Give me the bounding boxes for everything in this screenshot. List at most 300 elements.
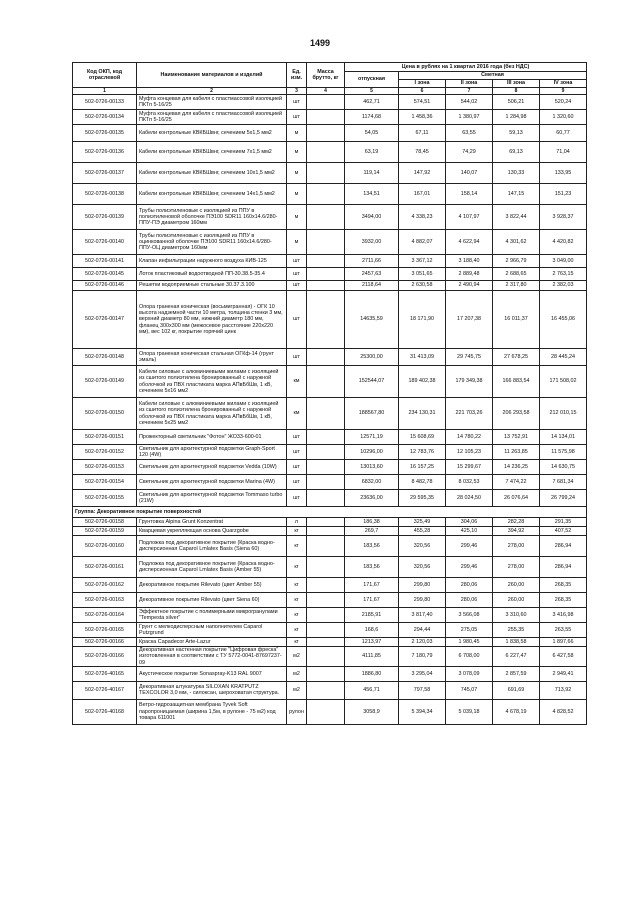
row-code: 502-0726-00154 [73,475,137,490]
table-row [73,578,587,593]
row-mass [307,268,345,281]
row-code: 502-0726-40167 [73,681,137,699]
row-code: 502-0726-00151 [73,430,137,445]
row-mass [307,110,345,125]
header-release-price: отпускная [345,72,399,88]
column-index: 2 [137,88,287,95]
table-row [73,230,587,255]
row-code: 502-0726-40165 [73,666,137,681]
row-zone-4-price: 286,94 [540,557,587,578]
row-unit: шт [287,460,307,475]
row-unit: кг [287,527,307,536]
row-zone-1-price: 5 394,34 [399,699,446,724]
row-zone-3-price: 2 966,79 [493,255,540,268]
row-zone-3-price: 69,13 [493,142,540,163]
row-zone-3-price: 278,00 [493,557,540,578]
row-zone-3-price: 130,33 [493,163,540,184]
row-zone-1-price: 67,11 [399,125,446,142]
row-zone-1-price: 797,58 [399,681,446,699]
row-zone-4-price: 3 928,37 [540,205,587,230]
row-zone-2-price: 275,05 [446,623,493,638]
row-name: Декоративное покрытие Rilevato (цвет Siena 60) [137,593,287,608]
row-code: 502-0726-00158 [73,518,137,527]
row-zone-4-price: 14 630,75 [540,460,587,475]
row-zone-1-price: 16 157,25 [399,460,446,475]
row-zone-1-price: 294,44 [399,623,446,638]
row-mass [307,366,345,398]
row-zone-1-price: 234 130,31 [399,398,446,430]
row-release-price: 4111,85 [345,647,399,667]
row-zone-1-price: 299,80 [399,593,446,608]
row-name: Декоративное покрытие Rilevato (цвет Amber 55) [137,578,287,593]
row-release-price: 152544,07 [345,366,399,398]
table-row [73,557,587,578]
row-name: Опора граненая коническая стальная ОГКф-14 (грунт эмаль) [137,349,287,366]
row-zone-1-price: 189 402,38 [399,366,446,398]
row-code: 502-0726-00162 [73,578,137,593]
row-zone-2-price: 425,10 [446,527,493,536]
row-release-price: 456,71 [345,681,399,699]
row-code: 502-0726-00138 [73,184,137,205]
row-release-price: 183,56 [345,536,399,557]
table-row [73,593,587,608]
row-unit: кг [287,638,307,647]
row-mass [307,184,345,205]
row-zone-4-price: 212 010,15 [540,398,587,430]
row-name: Кабели контрольные КВКБШвнг, сечением 10х1,5 мм2 [137,163,287,184]
row-zone-3-price: 506,21 [493,95,540,110]
row-mass [307,623,345,638]
row-zone-2-price: 6 708,00 [446,647,493,667]
row-zone-4-price: 291,35 [540,518,587,527]
row-name: Кабели контрольные КВКБШвнг, сечением 5х1,5 мм2 [137,125,287,142]
row-code: 502-0726-00140 [73,230,137,255]
row-zone-4-price: 28 445,24 [540,349,587,366]
row-mass [307,142,345,163]
row-zone-4-price: 6 427,58 [540,647,587,667]
row-release-price: 14635,59 [345,291,399,349]
row-zone-4-price: 7 681,34 [540,475,587,490]
row-zone-4-price: 520,24 [540,95,587,110]
row-zone-4-price: 151,23 [540,184,587,205]
row-code: 502-0726-00135 [73,125,137,142]
row-release-price: 186,38 [345,518,399,527]
row-code: 502-0726-00152 [73,445,137,460]
column-index: 9 [540,88,587,95]
row-code: 502-0726-00165 [73,623,137,638]
row-code: 502-0726-00150 [73,398,137,430]
row-name: Подложка под декоративное покрытие (Краска водно-дисперсионная Caparol Lmlatex Basis (Amber 55) [137,557,287,578]
row-zone-4-price: 11 575,98 [540,445,587,460]
row-code: 502-0726-00149 [73,366,137,398]
row-code: 502-0726-40168 [73,699,137,724]
row-unit: рулон [287,699,307,724]
row-name: Опора граненая коническая (восьмигранная) - ОГК 10 высота надземной части 10 метра, толщина стенки 3 мм, верхний диаметр 80 мм, нижний диаметр 180 мм, фланец 300х300 мм (межосевое расстояние 220х220 мм), вес 102 кг, покрытие горячий цинк [137,291,287,349]
row-unit: шт [287,430,307,445]
row-zone-2-price: 544,02 [446,95,493,110]
row-unit: шт [287,110,307,125]
table-row [73,163,587,184]
row-name: Светильник для архитектурной подсветки Marina (4W) [137,475,287,490]
row-zone-1-price: 15 608,69 [399,430,446,445]
row-release-price: 183,56 [345,557,399,578]
row-zone-2-price: 304,06 [446,518,493,527]
row-zone-4-price: 71,04 [540,142,587,163]
row-zone-2-price: 179 349,38 [446,366,493,398]
row-code: 502-0726-00166 [73,638,137,647]
row-mass [307,608,345,623]
column-index-row [73,88,587,95]
row-zone-2-price: 299,46 [446,536,493,557]
row-release-price: 12571,19 [345,430,399,445]
row-mass [307,527,345,536]
row-zone-2-price: 4 622,94 [446,230,493,255]
row-zone-1-price: 1 458,36 [399,110,446,125]
row-zone-2-price: 17 207,38 [446,291,493,349]
table-row [73,430,587,445]
column-index: 6 [399,88,446,95]
row-unit: шт [287,445,307,460]
row-zone-3-price: 14 236,25 [493,460,540,475]
row-zone-2-price: 221 703,26 [446,398,493,430]
row-mass [307,490,345,507]
row-zone-3-price: 2 688,65 [493,268,540,281]
row-name: Декоративная настенная покрытие "Цифровая фреска" изготовленная в соответствии с ТУ 5772-0041-87697237-09 [137,647,287,667]
table-row [73,268,587,281]
row-name: Клапан инфильтрации наружного воздуха КИВ-125 [137,255,287,268]
row-zone-4-price: 1 320,60 [540,110,587,125]
row-zone-2-price: 63,55 [446,125,493,142]
table-row [73,95,587,110]
row-zone-3-price: 7 474,22 [493,475,540,490]
row-zone-4-price: 263,55 [540,623,587,638]
column-index: 1 [73,88,137,95]
row-name: Муфта концевая для кабеля с пластмассовой изоляцией ПКТп 5-16/25 [137,95,287,110]
row-release-price: 2457,63 [345,268,399,281]
row-mass [307,445,345,460]
row-code: 502-0726-00146 [73,281,137,291]
row-code: 502-0726-00155 [73,490,137,507]
row-unit: шт [287,475,307,490]
row-release-price: 10296,00 [345,445,399,460]
row-mass [307,460,345,475]
row-release-price: 63,19 [345,142,399,163]
row-name: Кабели контрольные КВКБШвнг, сечением 7х1,5 мм2 [137,142,287,163]
row-unit: л [287,518,307,527]
row-release-price: 6832,00 [345,475,399,490]
row-unit: км [287,398,307,430]
row-zone-4-price: 2 949,41 [540,666,587,681]
row-zone-2-price: 3 566,08 [446,608,493,623]
row-code: 502-0726-00139 [73,205,137,230]
table-row [73,638,587,647]
row-zone-1-price: 455,28 [399,527,446,536]
row-mass [307,475,345,490]
column-index: 5 [345,88,399,95]
row-release-price: 3058,9 [345,699,399,724]
row-zone-3-price: 2 857,59 [493,666,540,681]
row-zone-3-price: 282,28 [493,518,540,527]
row-zone-3-price: 1 284,98 [493,110,540,125]
table-body [73,95,587,725]
row-release-price: 3494,00 [345,205,399,230]
row-zone-2-price: 14 780,22 [446,430,493,445]
row-zone-4-price: 14 134,01 [540,430,587,445]
row-zone-3-price: 166 883,54 [493,366,540,398]
row-release-price: 134,51 [345,184,399,205]
table-row [73,460,587,475]
table-row [73,110,587,125]
row-mass [307,163,345,184]
row-zone-1-price: 2 630,58 [399,281,446,291]
row-release-price: 171,67 [345,578,399,593]
row-unit: кг [287,623,307,638]
header-estimate-price: Сметная [399,72,587,80]
row-name: Эффектное покрытие с полимерными микрогранулами "Tempesta silver" [137,608,287,623]
row-zone-4-price: 268,35 [540,578,587,593]
row-zone-1-price: 299,80 [399,578,446,593]
row-code: 502-0726-00145 [73,268,137,281]
row-code: 502-0726-00141 [73,255,137,268]
row-unit: шт [287,268,307,281]
row-zone-1-price: 8 482,78 [399,475,446,490]
row-zone-3-price: 691,69 [493,681,540,699]
row-zone-3-price: 3 310,60 [493,608,540,623]
row-mass [307,398,345,430]
row-zone-2-price: 745,07 [446,681,493,699]
table-row [73,142,587,163]
row-mass [307,518,345,527]
row-zone-2-price: 2 889,48 [446,268,493,281]
row-zone-4-price: 4 828,52 [540,699,587,724]
row-unit: м [287,142,307,163]
row-code: 502-0726-00148 [73,349,137,366]
row-zone-1-price: 3 295,04 [399,666,446,681]
row-zone-2-price: 12 105,23 [446,445,493,460]
row-name: Лоток пластиковый водоотводной ПП-30.38.5-35.4 [137,268,287,281]
row-zone-1-price: 3 817,40 [399,608,446,623]
row-zone-4-price: 26 799,24 [540,490,587,507]
row-unit: кг [287,578,307,593]
column-index: 8 [493,88,540,95]
row-unit: шт [287,349,307,366]
row-name: Ветро-гидрозащитная мембрана Tyvek Soft паропроницаемая (ширина 1,5м, в рулоне - 75 м2) код товара 611001 [137,699,287,724]
row-name: Акустическое покрытие Sonaspray-K13 RAL 9007 [137,666,287,681]
row-name: Светильник для архитектурной подсветки Tommaso turbo (21W) [137,490,287,507]
header-zone-2: II зона [446,80,493,88]
row-zone-3-price: 278,00 [493,536,540,557]
row-zone-2-price: 15 299,67 [446,460,493,475]
table-row [73,699,587,724]
row-name: Трубы полиэтиленовые с изоляцией из ППУ в оцинкованной оболочке ПЭ100 SDR11 160х14.6/280-ППУ-ОЦ диаметром 160мм [137,230,287,255]
row-zone-2-price: 8 032,53 [446,475,493,490]
row-unit: кг [287,593,307,608]
row-release-price: 2118,64 [345,281,399,291]
table-row [73,125,587,142]
row-mass [307,699,345,724]
row-zone-4-price: 3 416,98 [540,608,587,623]
row-name: Кабели контрольные КВКБШвнг, сечением 14х1,5 мм2 [137,184,287,205]
row-unit: м [287,125,307,142]
row-mass [307,578,345,593]
row-zone-2-price: 1 980,45 [446,638,493,647]
row-zone-4-price: 60,77 [540,125,587,142]
header-name: Наименование материалов и изделий [137,63,287,88]
row-name: Светильник для архитектурной подсветки Graph-Sport 120 (4W) [137,445,287,460]
row-release-price: 1886,80 [345,666,399,681]
row-zone-3-price: 16 011,37 [493,291,540,349]
row-name: Кабели силовые с алюминиевыми жилами с изоляцией из сшитого полиэтилена бронированный с наружной оболочкой из ПВХ пластиката марка АПвБбШв, 1 кВ, сечением 5х25 мм2 [137,398,287,430]
row-unit: шт [287,281,307,291]
row-zone-4-price: 16 455,06 [540,291,587,349]
row-mass [307,647,345,667]
row-mass [307,681,345,699]
table-row [73,255,587,268]
row-code: 502-0726-00159 [73,527,137,536]
row-zone-4-price: 713,92 [540,681,587,699]
row-zone-3-price: 260,00 [493,593,540,608]
row-zone-1-price: 320,56 [399,557,446,578]
row-zone-4-price: 3 049,00 [540,255,587,268]
row-code: 502-0726-00160 [73,536,137,557]
row-zone-4-price: 171 508,02 [540,366,587,398]
header-mass: Масса брутто, кг [307,63,345,88]
row-zone-4-price: 268,35 [540,593,587,608]
row-zone-4-price: 407,52 [540,527,587,536]
row-mass [307,205,345,230]
row-zone-2-price: 74,29 [446,142,493,163]
table-row [73,291,587,349]
row-zone-4-price: 286,94 [540,536,587,557]
table-row [73,681,587,699]
table-row [73,475,587,490]
header-zone-4: IV зона [540,80,587,88]
row-name: Краска Capadecor Arte-Lazur [137,638,287,647]
row-release-price: 54,05 [345,125,399,142]
row-zone-3-price: 2 317,80 [493,281,540,291]
row-name: Кабели силовые с алюминиевыми жилами с изоляцией из сшитого полиэтилена бронированный с наружной оболочкой из ПВХ пластиката марка АПвБбШв, 1 кВ, сечением 5х16 мм2 [137,366,287,398]
row-mass [307,255,345,268]
row-release-price: 23636,00 [345,490,399,507]
row-unit: шт [287,95,307,110]
row-zone-2-price: 4 107,97 [446,205,493,230]
row-zone-4-price: 2 382,03 [540,281,587,291]
row-name: Муфта концевая для кабеля с пластмассовой изоляцией ПКТп 5-16/25 [137,110,287,125]
row-zone-3-price: 1 838,58 [493,638,540,647]
table-row [73,281,587,291]
row-unit: м2 [287,666,307,681]
row-code: 502-0726-00134 [73,110,137,125]
header-zone-1: I зона [399,80,446,88]
header-unit: Ед. изм. [287,63,307,88]
row-zone-1-price: 78,45 [399,142,446,163]
row-unit: м2 [287,681,307,699]
table-row [73,536,587,557]
row-release-price: 25300,00 [345,349,399,366]
row-code: 502-0726-00136 [73,142,137,163]
price-table [72,62,587,725]
row-name: Декоративная штукатурка SILOXAN KRATPUTZ TEXCOLOR 3,0 мм, - силоксан, шероховатая структура. [137,681,287,699]
row-zone-2-price: 3 078,09 [446,666,493,681]
row-name: Решетки водоприемные стальные 30.37.3.100 [137,281,287,291]
row-zone-2-price: 140,07 [446,163,493,184]
row-zone-3-price: 4 301,62 [493,230,540,255]
row-unit: м [287,230,307,255]
row-zone-3-price: 147,15 [493,184,540,205]
table-row [73,398,587,430]
header-zone-3: III зона [493,80,540,88]
row-zone-2-price: 1 380,97 [446,110,493,125]
row-code: 502-0726-00163 [73,593,137,608]
row-mass [307,230,345,255]
row-release-price: 168,6 [345,623,399,638]
row-release-price: 3932,00 [345,230,399,255]
row-zone-1-price: 574,51 [399,95,446,110]
row-zone-3-price: 13 752,91 [493,430,540,445]
row-mass [307,349,345,366]
table-row [73,518,587,527]
row-zone-1-price: 12 783,76 [399,445,446,460]
row-mass [307,536,345,557]
row-zone-4-price: 4 420,82 [540,230,587,255]
row-zone-3-price: 255,35 [493,623,540,638]
row-mass [307,430,345,445]
row-zone-4-price: 1 897,66 [540,638,587,647]
row-zone-1-price: 147,92 [399,163,446,184]
row-code: 502-0726-00164 [73,608,137,623]
row-unit: кг [287,608,307,623]
row-mass [307,666,345,681]
row-mass [307,593,345,608]
row-name: Прожекторный светильник "Фотон" ЖО33-600-01 [137,430,287,445]
header-price-group: Цена в рублях на 1 квартал 2016 года (без НДС) [345,63,587,72]
table-row [73,184,587,205]
row-zone-1-price: 18 171,90 [399,291,446,349]
row-zone-1-price: 29 595,35 [399,490,446,507]
column-index: 3 [287,88,307,95]
table-row [73,366,587,398]
row-name: Светильник для архитектурной подсветки Vedda (10W) [137,460,287,475]
row-unit: км [287,366,307,398]
group-title: Группа: Декоративное покрытие поверхностей [73,507,587,518]
row-zone-4-price: 2 763,15 [540,268,587,281]
row-name: Трубы полиэтиленовые с изоляцией из ППУ в полиэтиленовой оболочке ПЭ100 SDR11 160х14.6/280-ППУ-ПЭ диаметром 160мм [137,205,287,230]
row-zone-2-price: 280,06 [446,593,493,608]
row-zone-2-price: 28 024,50 [446,490,493,507]
page-number: 1499 [309,38,331,48]
row-zone-2-price: 2 490,94 [446,281,493,291]
header-code: Код ОКП, код отраслевой [73,63,137,88]
row-zone-1-price: 325,49 [399,518,446,527]
group-row [73,507,587,518]
row-release-price: 119,14 [345,163,399,184]
table-row [73,647,587,667]
table-row [73,205,587,230]
row-unit: шт [287,291,307,349]
row-release-price: 1213,97 [345,638,399,647]
row-unit: шт [287,255,307,268]
row-mass [307,95,345,110]
table-row [73,666,587,681]
row-name: Грунт с мелкодисперсным наполнителем Caparol Putzgrund [137,623,287,638]
table-row [73,623,587,638]
row-release-price: 2185,91 [345,608,399,623]
row-zone-3-price: 27 678,25 [493,349,540,366]
row-name: Грунтовка Alpina Grunt Konzentrat [137,518,287,527]
row-mass [307,281,345,291]
row-zone-3-price: 206 293,58 [493,398,540,430]
row-zone-1-price: 167,01 [399,184,446,205]
